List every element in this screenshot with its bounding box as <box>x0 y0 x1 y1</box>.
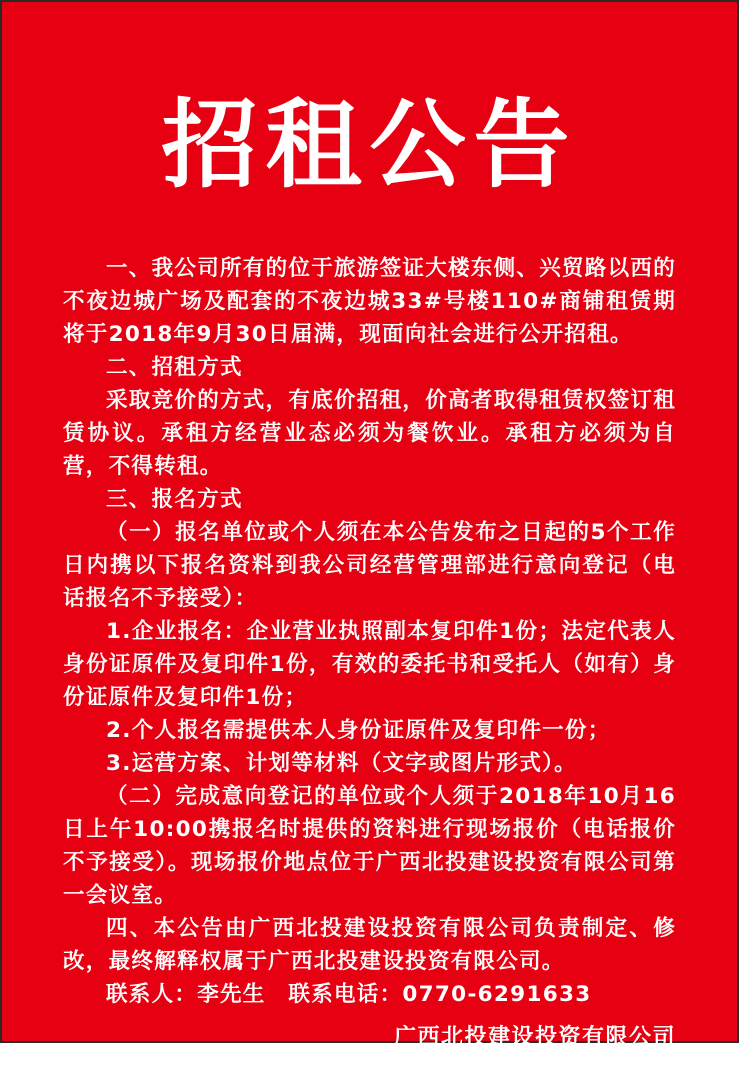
signature-company: 广西北投建设投资有限公司 <box>393 1025 676 1050</box>
signature-date: 2018年9月30日 <box>440 1058 630 1083</box>
paragraph-rental-method: 采取竞价的方式，有底价招租，价高者取得租赁权签订租赁协议。承租方经营业态必须为餐饮业。承租方必须为自营，不得转租。 <box>63 388 677 479</box>
paragraph-location-lease: 一、我公司所有的位于旅游签证大楼东侧、兴贸路以西的不夜边城广场及配套的不夜边城33#号楼110#商铺租赁期将于2018年9月30日届满，现面向社会进行公开招租。 <box>63 256 677 347</box>
paragraph-item-company-registration: 1.企业报名：企业营业执照副本复印件1份；法定代表人身份证原件及复印件1份，有效的委托书和受托人（如有）身份证原件及复印件1份； <box>63 619 676 710</box>
paragraph-item-operation-plan: 3.运营方案、计划等材料（文字或图片形式）。 <box>106 751 577 776</box>
paragraph-item-individual-registration: 2.个人报名需提供本人身份证原件及复印件一份； <box>106 718 611 743</box>
paragraph-interpretation-rights: 四、本公告由广西北投建设投资有限公司负责制定、修改，最终解释权属于广西北投建设投资有限公司。 <box>63 916 676 974</box>
signature-block <box>2 1021 676 1087</box>
contact-line: 联系人：李先生 联系电话：0770-6291633 <box>106 982 592 1007</box>
heading-registration-method: 三、报名方式 <box>106 487 243 512</box>
poster-title: 招租公告 <box>161 88 578 201</box>
heading-rental-method: 二、招租方式 <box>106 355 243 380</box>
poster-body <box>63 252 676 1011</box>
paragraph-onsite-bidding: （二）完成意向登记的单位或个人须于2018年10月16日上午10:00携报名时提供的资料进行现场报价（电话报价不予接受）。现场报价地点位于广西北投建设投资有限公司第一会议室。 <box>63 784 676 908</box>
paragraph-registration-intro: （一）报名单位或个人须在本公告发布之日起的5个工作日内携以下报名资料到我公司经营管理部进行意向登记（电话报名不予接受）： <box>63 520 676 611</box>
